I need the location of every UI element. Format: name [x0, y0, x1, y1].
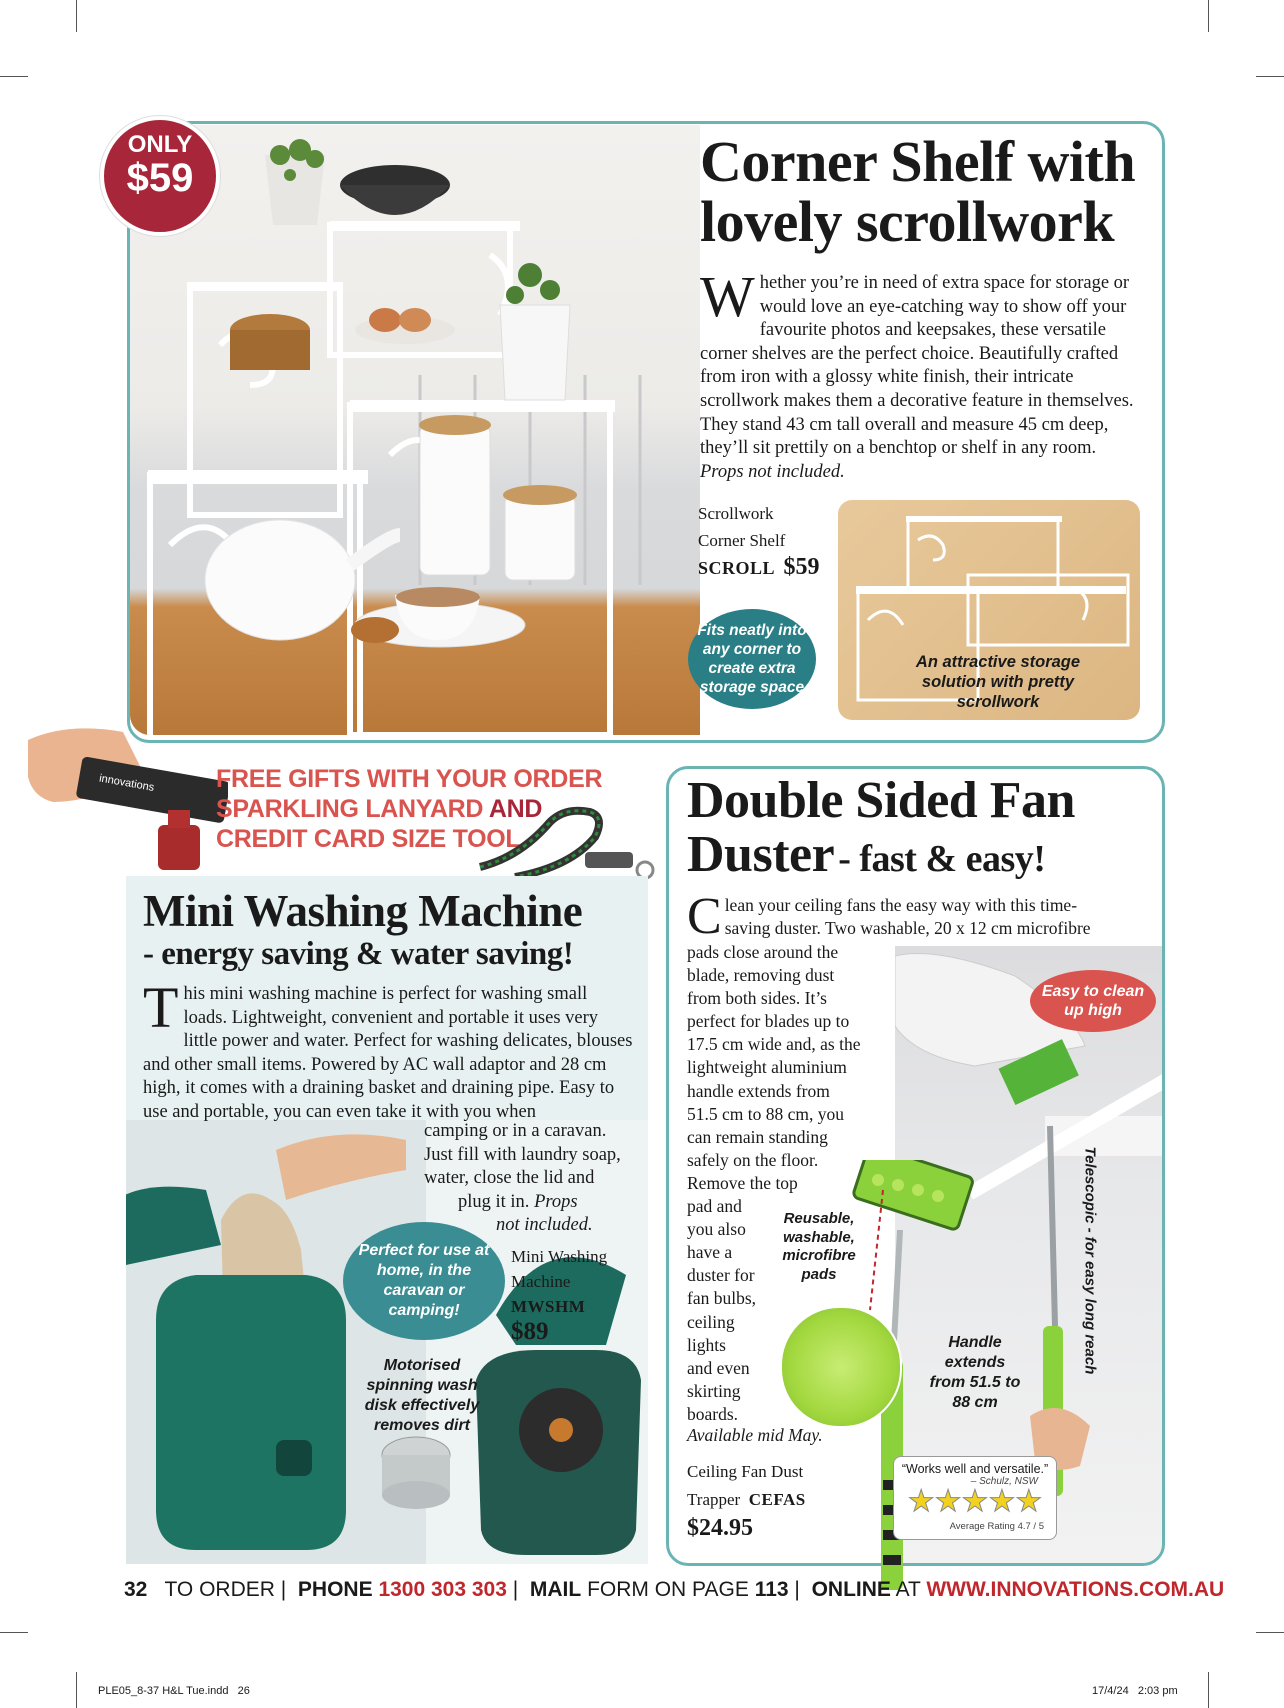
fd-body-column-line: from both sides. It’s: [687, 988, 827, 1009]
availability-text: Available mid May.: [687, 1425, 823, 1445]
fd-body-column-line: duster for: [687, 1265, 755, 1286]
fd-body-column-line: and even: [687, 1357, 750, 1378]
item-code: SCROLL: [698, 558, 776, 578]
mail-page: 113: [754, 1578, 789, 1601]
wm-body-line2: loads. Lightweight, convenient and portable it uses very: [183, 1007, 599, 1028]
mail-text: FORM ON PAGE: [587, 1578, 749, 1601]
badge-price: $59: [126, 156, 194, 200]
inset-photo: [838, 500, 1140, 720]
fd-body-line2: saving duster. Two washable, 20 x 12 cm microfibre: [724, 918, 1091, 938]
star-icon: ★: [907, 1485, 935, 1518]
wm-item-name-line1: Mini Washing: [511, 1247, 608, 1266]
corner-shelf-description: [700, 264, 1144, 484]
fd-body-column-line: fan bulbs,: [687, 1288, 757, 1309]
free-gifts-line3: CREDIT CARD SIZE TOOL: [216, 825, 521, 853]
fd-body-column-line: handle extends from: [687, 1080, 830, 1101]
fd-item-name-line2: Trapper: [687, 1490, 741, 1509]
star-icon: ★: [934, 1485, 962, 1518]
fan-duster-availability: [687, 1424, 823, 1448]
props-note: Props not included.: [700, 461, 845, 482]
crop-mark: [0, 1632, 28, 1633]
fd-body-column-line: safely on the floor.: [687, 1149, 819, 1170]
wm-body-line1: his mini washing machine is perfect for washing small: [183, 984, 588, 1004]
fd-item-code: CEFAS: [748, 1490, 806, 1509]
review-author: – Schulz, NSW: [970, 1476, 1038, 1487]
fd-item-name-line1: Ceiling Fan Dust: [687, 1462, 804, 1481]
crop-mark: [1208, 1672, 1209, 1708]
fd-body-column-line: ceiling: [687, 1311, 735, 1332]
crop-mark: [0, 76, 28, 77]
hand-with-card: [28, 710, 228, 870]
handle-caption: Handle extends from 51.5 to 88 cm: [929, 1334, 1021, 1411]
to-order-label: TO ORDER: [164, 1578, 275, 1601]
wm-item-price: $89: [511, 1318, 549, 1345]
fd-body-column-line: 51.5 cm to 88 cm, you: [687, 1103, 844, 1124]
crop-mark: [1256, 1632, 1284, 1633]
item-price: $59: [783, 554, 820, 580]
fd-body-column-line: have a: [687, 1242, 733, 1263]
drop-cap: T: [143, 975, 179, 1040]
fd-item-price: $24.95: [687, 1515, 753, 1541]
price-badge: [100, 116, 220, 236]
wm-tail-3: water, close the lid and: [424, 1168, 595, 1189]
item-name-line2: Corner Shelf: [698, 531, 786, 550]
free-gifts-line2b: AND: [488, 795, 543, 823]
pads-caption: Reusable, washable, microfibre pads: [782, 1210, 856, 1283]
fd-body-line1: lean your ceiling fans the easy way with this time-: [724, 895, 1078, 915]
wm-tail-1: camping or in a caravan.: [424, 1121, 607, 1141]
fd-body-column-line: skirting: [687, 1380, 741, 1401]
online-at: AT: [895, 1578, 921, 1601]
wm-use-text: Perfect for use at home, in the caravan or camping!: [358, 1242, 490, 1319]
fan-duster-intro: [687, 888, 1157, 945]
star-icon: ★: [1015, 1485, 1043, 1518]
fd-body-column-line: you also: [687, 1219, 746, 1240]
washing-machine-subtitle: - energy saving & water saving!: [143, 936, 574, 973]
corner-shelf-photo: [130, 125, 700, 735]
crop-mark: [1208, 0, 1209, 32]
item-name-line1: Scrollwork: [698, 504, 774, 523]
corner-fit-text: Fits neatly into any corner to create extra storage space: [697, 622, 807, 696]
fd-body-column-line: lights: [687, 1334, 726, 1355]
easy-clean-bubble: [1030, 970, 1156, 1032]
wm-tail-2: Just fill with laundry soap,: [424, 1144, 621, 1165]
star-icon: ★: [961, 1485, 989, 1518]
slug-file: PLE05_8-37 H&L Tue.indd 26: [98, 1685, 250, 1697]
fd-body-column-line: boards.: [687, 1403, 739, 1424]
crop-mark: [76, 1672, 77, 1708]
phone-label: PHONE: [297, 1578, 373, 1601]
fd-body-column-line: blade, removing dust: [687, 965, 835, 986]
review-quote: “Works well and versatile.”: [901, 1462, 1049, 1476]
fd-body-column-line: pad and: [687, 1196, 742, 1217]
inset-caption: An attractive storage solution with pretty scrollwork: [915, 653, 1081, 711]
order-footer: 32 TO ORDER | PHONE 1300 303 303 | MAIL FORM ON PAGE 113 | ONLINE AT WWW.INNOVATIONS.COM.AU: [124, 1578, 1225, 1601]
washing-machine-description-tail: [424, 1120, 644, 1238]
phone-number[interactable]: 1300 303 303: [378, 1578, 507, 1601]
fd-body-column-line: lightweight aluminium: [687, 1057, 847, 1078]
corner-shelf-body: hether you’re in need of extra space for storage or would love an eye-catching way to show off your favourite photos and keepsakes, these versatile corner shelves are the perfect choice. Beautifully crafted from iron with a glossy white finish, their intricate scrollwork makes them a decorative feature in themselves. They stand 43 cm tall overall and measure 45 cm deep, they’ll sit prettily on a benchtop or shelf in any room.: [700, 273, 1134, 459]
wm-spin-caption: Motorised spinning wash disk effectively removes dirt: [364, 1357, 480, 1434]
website-link[interactable]: WWW.INNOVATIONS.COM.AU: [926, 1578, 1225, 1601]
fan-duster-title-line2b: - fast & easy!: [838, 837, 1046, 880]
fd-body-column-line: pads close around the: [687, 942, 839, 962]
card-brand-text: innovations: [98, 772, 156, 794]
review-box: [893, 1456, 1057, 1540]
crop-mark: [76, 0, 77, 32]
wm-props-b: not included.: [496, 1215, 593, 1236]
corner-fit-bubble: [688, 609, 816, 709]
drop-cap: W: [700, 264, 755, 329]
rating-stars: [894, 1487, 1056, 1521]
fd-body-column-line: 17.5 cm wide and, as the: [687, 1034, 861, 1055]
fan-duster-title-line1: Double Sided Fan: [687, 772, 1075, 829]
star-icon: ★: [988, 1485, 1016, 1518]
fan-duster-title-line2a: Duster: [687, 825, 835, 883]
online-label: ONLINE: [811, 1578, 891, 1601]
free-gifts-line2a: SPARKLING LANYARD: [216, 795, 484, 823]
wm-tail-4: plug it in.: [458, 1191, 530, 1212]
wm-item-name-line2: Machine: [511, 1272, 571, 1291]
fd-body-column-line: can remain standing: [687, 1126, 828, 1147]
wm-body-rest: little power and water. Perfect for washing delicates, blouses and other small items. Powered by AC wall adaptor and 28 cm high, it comes with a draining basket and draining pipe. Easy to use and portable, you can even take it with you when: [143, 1031, 633, 1122]
wm-props-a: Props: [534, 1191, 578, 1212]
wm-item-code: MWSHM: [511, 1297, 586, 1316]
wm-use-bubble: [343, 1222, 505, 1340]
crop-mark: [1256, 76, 1284, 77]
fd-body-column-line: perfect for blades up to: [687, 1011, 850, 1032]
easy-clean-text: Easy to clean up high: [1041, 983, 1145, 1019]
slug-date: 17/4/24 2:03 pm: [1092, 1685, 1178, 1697]
drop-cap: C: [687, 888, 722, 945]
mail-label: MAIL: [529, 1578, 582, 1601]
corner-shelf-title-line2: lovely scrollwork: [700, 188, 1115, 254]
washing-machine-description: [143, 975, 643, 1125]
badge-only-label: ONLY: [127, 131, 193, 158]
fd-body-column-line: Remove the top: [687, 1172, 798, 1193]
rating-text: Average Rating 4.7 / 5: [949, 1521, 1044, 1532]
telescopic-caption: Telescopic - for easy long reach: [1081, 1146, 1099, 1375]
corner-shelf-title-line1: Corner Shelf with: [700, 129, 1136, 194]
washing-machine-title: Mini Washing Machine: [143, 886, 583, 936]
free-gifts-line1: FREE GIFTS WITH YOUR ORDER: [216, 765, 603, 793]
page-number: 32: [124, 1578, 148, 1601]
fan-duster-body-column: [687, 941, 892, 1426]
